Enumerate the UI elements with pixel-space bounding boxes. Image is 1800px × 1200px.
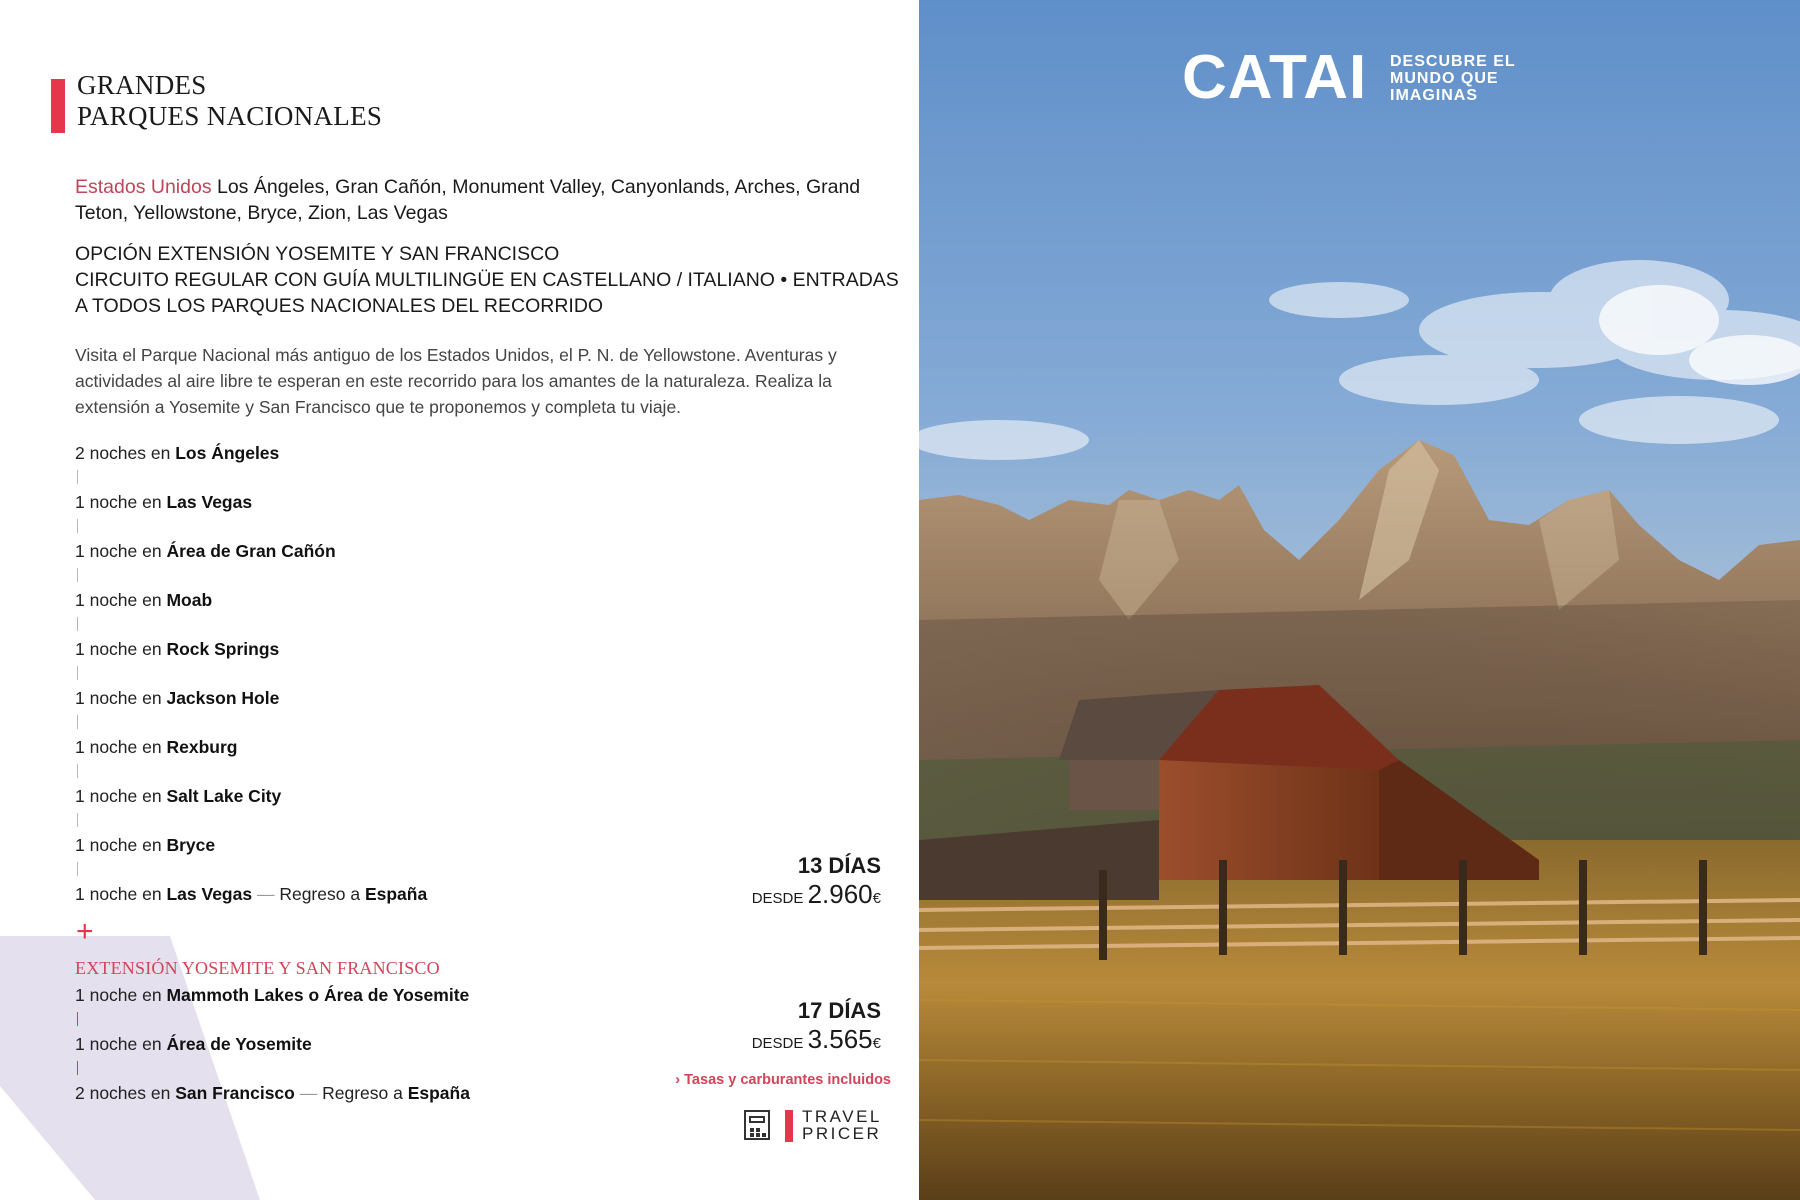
landscape-photo xyxy=(919,0,1800,1200)
page-title xyxy=(77,70,382,132)
travel-pricer-logo xyxy=(744,1108,884,1144)
itinerary-stop xyxy=(75,833,427,857)
stop-nights: 1 noche en xyxy=(75,492,167,512)
itinerary-separator xyxy=(77,857,78,882)
destinations xyxy=(75,174,895,226)
stop-nights: 1 noche en xyxy=(75,786,167,806)
title-line-2: PARQUES NACIONALES xyxy=(77,101,383,131)
price-days: 13 DÍAS xyxy=(797,853,881,878)
extension-separator xyxy=(77,1056,78,1081)
itinerary-separator xyxy=(77,710,78,735)
itinerary-stop xyxy=(75,637,427,661)
brand-name: CATAI xyxy=(1182,43,1368,112)
stop-nights: 1 noche en xyxy=(75,737,167,757)
itinerary-separator xyxy=(77,808,78,833)
travel-pricer-bar xyxy=(785,1110,793,1142)
itinerary-stop xyxy=(75,490,427,514)
stop-nights: 2 noches en xyxy=(75,1083,176,1103)
travel-pricer-text xyxy=(802,1108,882,1142)
stop-place: Las Vegas xyxy=(166,492,253,512)
extension-stop xyxy=(75,983,470,1007)
stop-nights: 1 noche en xyxy=(75,639,167,659)
highlights xyxy=(75,241,905,319)
travel-pricer-line-2: PRICER xyxy=(802,1124,882,1143)
highlight-circuit-info: CIRCUITO REGULAR CON GUÍA MULTILINGÜE EN CASTELLANO / ITALIANO • ENTRADAS A TODOS LOS PARQUES NACIONALES DEL RECORRIDO xyxy=(75,269,899,317)
itinerary-separator xyxy=(77,612,78,637)
itinerary-stop xyxy=(75,882,427,906)
stop-nights: 1 noche en xyxy=(75,590,167,610)
title-line-1: GRANDES xyxy=(77,70,207,100)
stop-nights: 1 noche en xyxy=(75,688,167,708)
itinerary-separator xyxy=(77,465,78,490)
stop-place: Rock Springs xyxy=(166,639,280,659)
stop-place: Rexburg xyxy=(166,737,238,757)
destination-country: Estados Unidos xyxy=(75,176,212,198)
stop-place: Jackson Hole xyxy=(166,688,280,708)
stop-nights: 1 noche en xyxy=(75,835,167,855)
extension-title: EXTENSIÓN YOSEMITE Y SAN FRANCISCO xyxy=(75,958,440,978)
trip-description: Visita el Parque Nacional más antiguo de los Estados Unidos, el P. N. de Yellowstone. Aventuras y actividades al aire libre te esperan en este recorrido para los amantes de la naturaleza. Realiza la extensión a Yosemite y San Francisco que te proponemos y completa tu viaje. xyxy=(75,345,837,417)
calculator-icon xyxy=(744,1110,770,1140)
itinerary-stop xyxy=(75,735,427,759)
price-13-days xyxy=(600,853,881,910)
itinerary-separator xyxy=(77,514,78,539)
travel-pricer-line-1: TRAVEL xyxy=(802,1107,882,1126)
itinerary-stop xyxy=(75,588,427,612)
price-amount: 2.960 xyxy=(807,879,873,909)
stop-place: Salt Lake City xyxy=(166,786,282,806)
chevron-right-icon: › xyxy=(675,1072,685,1088)
return-dash: — xyxy=(294,1083,323,1103)
itinerary-stop xyxy=(75,441,427,465)
stop-place: Los Ángeles xyxy=(175,443,280,463)
price-currency: € xyxy=(872,1035,881,1052)
itinerary-separator xyxy=(77,661,78,686)
stop-place: Moab xyxy=(166,590,213,610)
stop-nights: 2 noches en xyxy=(75,443,176,463)
stop-place: Área de Gran Cañón xyxy=(166,541,336,561)
price-currency: € xyxy=(872,890,881,907)
title-accent-bar xyxy=(51,79,65,133)
itinerary-stop xyxy=(75,539,427,563)
barn-mountain-illustration xyxy=(919,0,1800,1200)
stop-nights: 1 noche en xyxy=(75,884,167,904)
destination-places: Los Ángeles, Gran Cañón, Monument Valley, Canyonlands, Arches, Grand Teton, Yellowstone, Bryce, Zion, Las Vegas xyxy=(75,176,861,224)
return-text: Regreso a xyxy=(279,884,365,904)
price-amount: 3.565 xyxy=(807,1024,873,1054)
stop-place: Las Vegas xyxy=(166,884,253,904)
tagline-line-3: IMAGINAS xyxy=(1390,87,1478,104)
return-text: Regreso a xyxy=(322,1083,408,1103)
highlight-extension-option: OPCIÓN EXTENSIÓN YOSEMITE Y SAN FRANCISCO xyxy=(75,243,560,265)
tagline-line-2: MUNDO QUE xyxy=(1390,70,1499,87)
return-place: España xyxy=(364,884,428,904)
price-from-label: DESDE xyxy=(751,890,808,907)
taxes-note[interactable] xyxy=(600,1072,891,1088)
brand-tagline xyxy=(1390,53,1520,104)
itinerary-separator xyxy=(77,563,78,588)
price-17-days xyxy=(600,998,881,1055)
stop-place: Bryce xyxy=(166,835,216,855)
itinerary-list xyxy=(75,441,427,906)
tagline-line-1: DESCUBRE EL xyxy=(1390,53,1516,70)
stop-nights: 1 noche en xyxy=(75,541,167,561)
extension-stop xyxy=(75,1032,470,1056)
stop-place: Área de Yosemite xyxy=(166,1034,312,1054)
price-days: 17 DÍAS xyxy=(797,998,881,1023)
stop-nights: 1 noche en xyxy=(75,1034,167,1054)
itinerary-stop xyxy=(75,686,427,710)
return-dash: — xyxy=(252,884,280,904)
plus-icon: + xyxy=(76,915,94,948)
stop-nights: 1 noche en xyxy=(75,985,167,1005)
stop-place: San Francisco xyxy=(175,1083,295,1103)
extension-list xyxy=(75,983,470,1105)
extension-stop xyxy=(75,1081,470,1105)
price-from-label: DESDE xyxy=(751,1035,808,1052)
return-place: España xyxy=(407,1083,470,1103)
itinerary-separator xyxy=(77,759,78,784)
stop-place: Mammoth Lakes o Área de Yosemite xyxy=(166,985,470,1005)
itinerary-stop xyxy=(75,784,427,808)
taxes-note-text: Tasas y carburantes incluidos xyxy=(684,1072,891,1088)
extension-separator xyxy=(77,1007,78,1032)
